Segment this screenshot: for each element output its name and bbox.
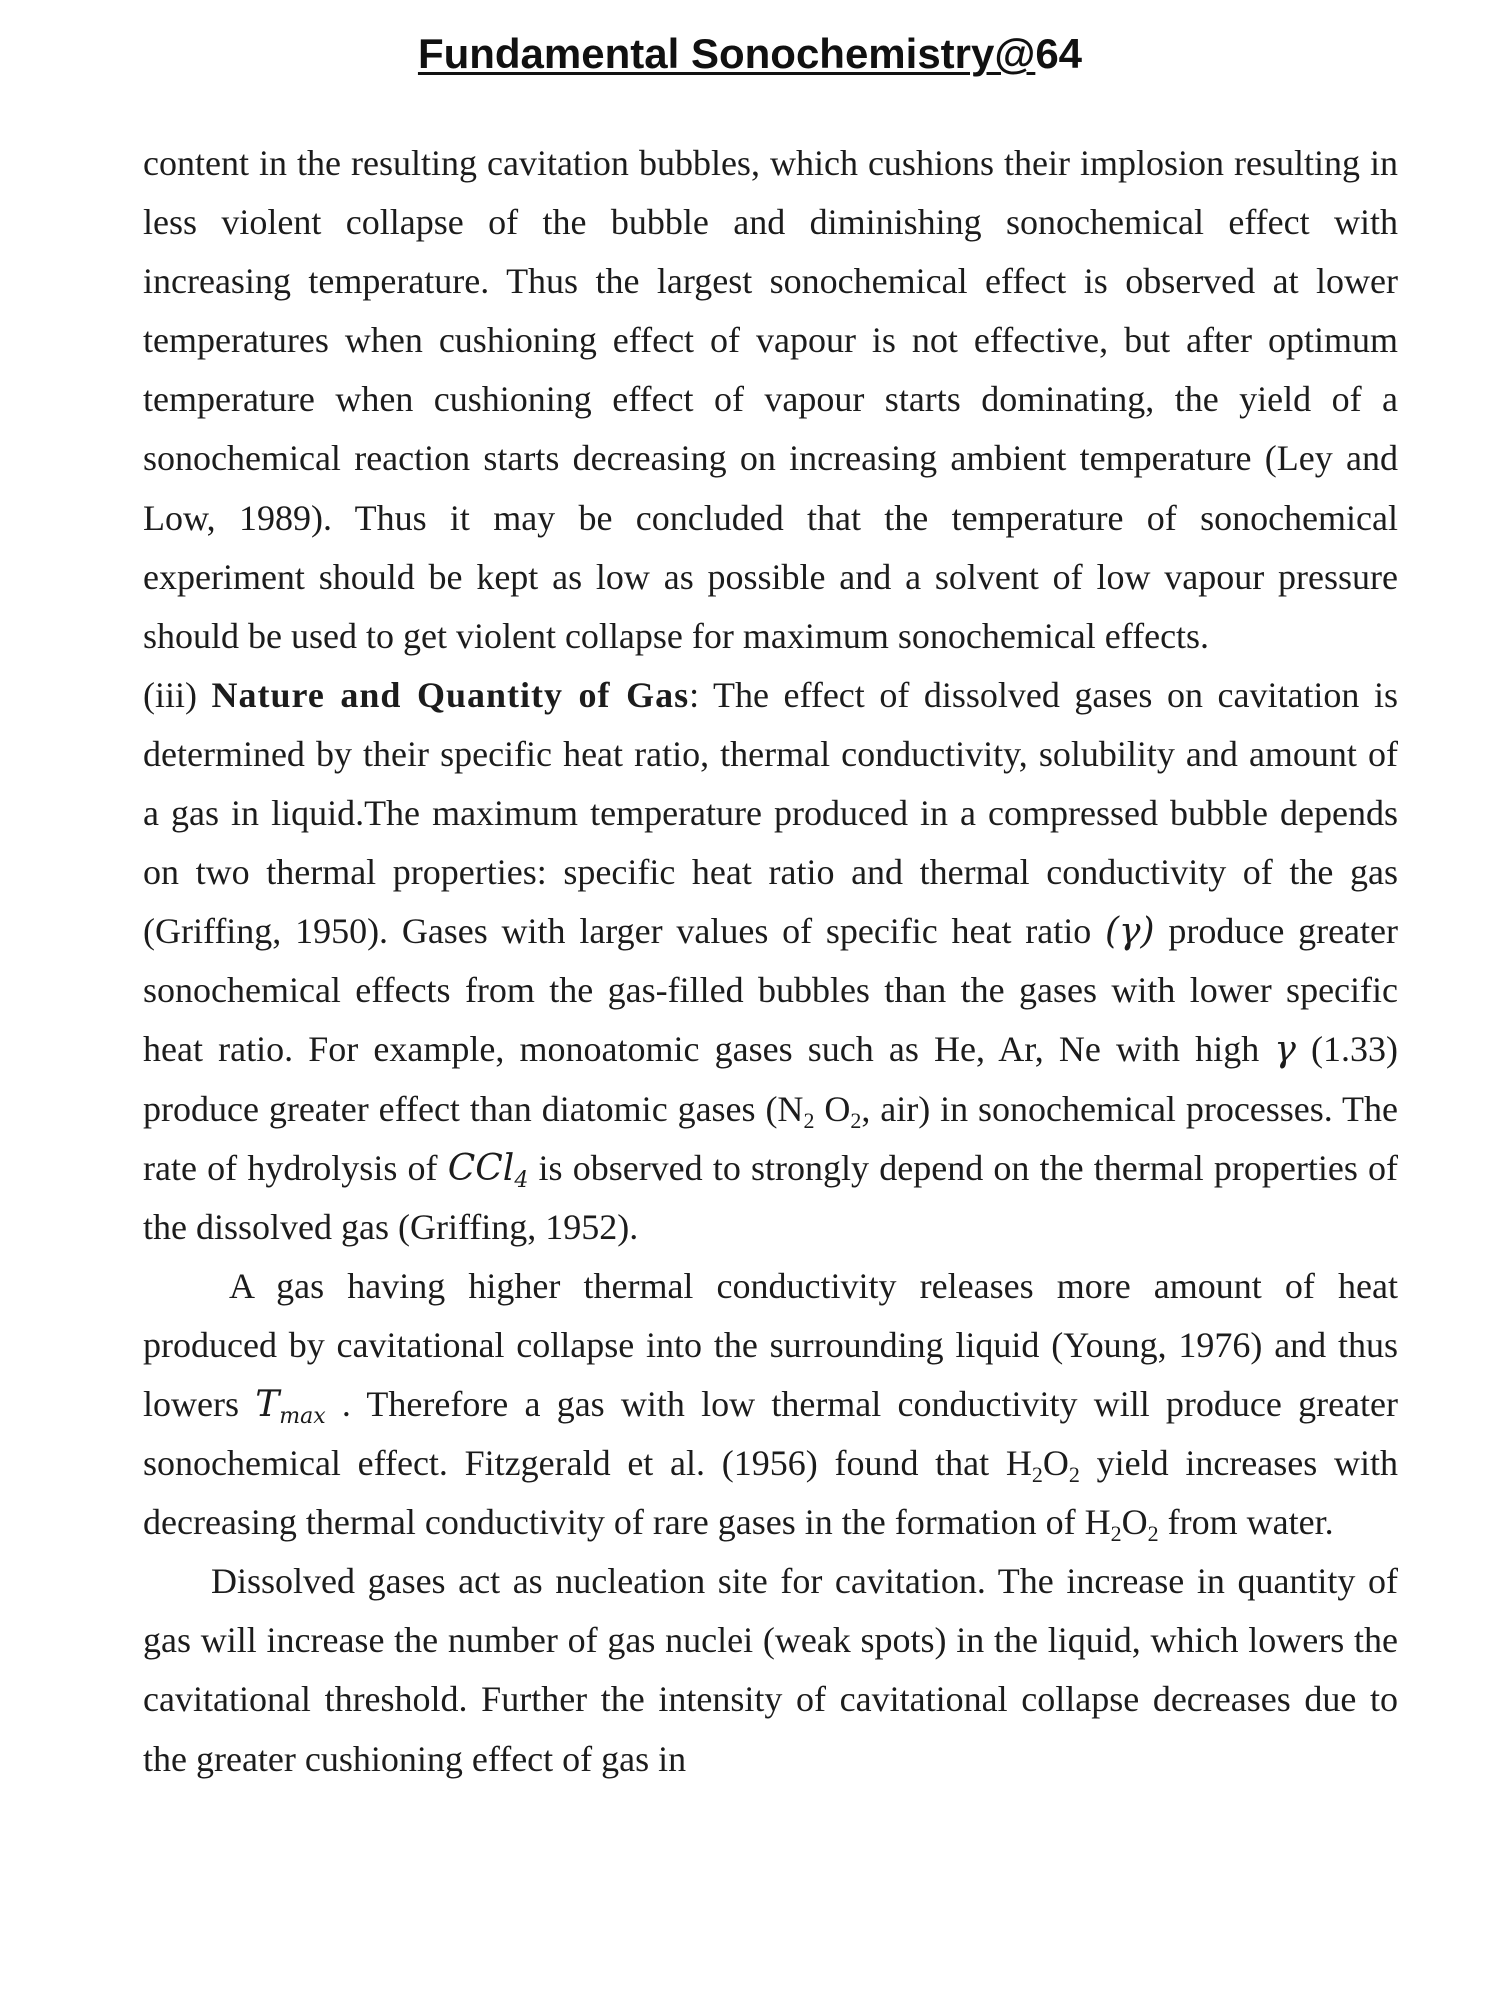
subscript: 4	[514, 1167, 529, 1193]
subscript: 2	[1031, 1462, 1043, 1488]
gamma-symbol: γ	[1274, 1029, 1296, 1071]
paragraph-text: (1.33) produce greater effect than diatomic gases (N	[143, 1029, 1398, 1129]
paragraph-text: . Therefore a gas with low thermal conductivity will produce greater sonochemical effect. Fitzgerald et al. (1956) found that H	[143, 1383, 1398, 1484]
formula-main: CCl	[447, 1147, 515, 1189]
paragraph-text: O	[814, 1088, 851, 1129]
paragraph-text: : The effect of dissolved gases on cavitation is determined by their specific heat ratio, thermal conductivity, solubility and amount of a gas in liquid.The maximum temperature produced in a compressed bubble depends on two thermal properties: specific heat ratio and thermal conductivity of the gas (Griffing, 1950). Gases with larger values of specific heat ratio	[143, 674, 1398, 952]
paragraph-text: from water.	[1158, 1502, 1334, 1543]
paragraph-text: is observed to strongly depend on the thermal properties of the dissolved gas (Griffing, 1952).	[143, 1147, 1399, 1247]
subscript: 2	[850, 1107, 862, 1133]
running-header	[0, 28, 1500, 80]
subscript: 2	[803, 1107, 815, 1133]
paragraph-text: produce greater sonochemical effects from the gas-filled bubbles than the gases with lower specific heat ratio. For example, monoatomic gases such as He, Ar, Ne with high	[143, 911, 1398, 1070]
section-number: (iii)	[143, 674, 197, 715]
paragraph-nucleation: Dissolved gases act as nucleation site for cavitation. The increase in quantity of gas will increase the number of gas nuclei (weak spots) in the liquid, which lowers the cavitational threshold. Further the intensity of cavitational collapse decreases due to the greater cushioning effect of gas in	[143, 1561, 1398, 1779]
tmax-symbol	[255, 1383, 326, 1429]
paragraph-temperature-effect: content in the resulting cavitation bubbles, which cushions their implosion resulting in less violent collapse of the bubble and diminishing sonochemical effect with increasing temperature. Thus the largest sonochemical effect is observed at lower temperatures when cushioning effect of vapour is not effective, but after optimum temperature when cushioning effect of vapour starts dominating, the yield of a sonochemical reaction starts decreasing on increasing ambient temperature (Ley and Low, 1989). Thus it may be concluded that the temperature of sonochemical experiment should be kept as low as possible and a solvent of low vapour pressure should be used to get violent collapse for maximum sonochemical effects.	[143, 143, 1398, 656]
gamma-symbol: (γ)	[1105, 911, 1155, 953]
subscript: 2	[1147, 1521, 1159, 1547]
paragraph-text: , air) in sonochemical processes. The rate of hydrolysis of	[143, 1088, 1399, 1188]
subscript: 2	[1068, 1462, 1080, 1488]
body-text	[143, 134, 1398, 1789]
paragraph-text: A gas having higher thermal conductivity releases more amount of heat produced by cavitational collapse into the surrounding liquid (Young, 1976) and thus lowers	[143, 1265, 1398, 1424]
formula-main: O	[1121, 1502, 1148, 1543]
subscript: 2	[1110, 1521, 1122, 1547]
paragraph-gas-nature	[143, 666, 1398, 1257]
paragraph-thermal-conductivity	[143, 1257, 1398, 1552]
paragraph-text: yield increases with decreasing thermal conductivity of rare gases in the formation of H	[143, 1443, 1398, 1543]
header-title: Fundamental Sonochemistry@	[417, 30, 1036, 77]
page-number: 64	[1035, 30, 1083, 77]
subscript: max	[279, 1403, 326, 1429]
formula-main: T	[255, 1383, 280, 1425]
formula-main: O	[1042, 1443, 1069, 1484]
ccl4-formula	[447, 1147, 529, 1193]
section-heading: Nature and Quantity of Gas	[211, 674, 690, 715]
